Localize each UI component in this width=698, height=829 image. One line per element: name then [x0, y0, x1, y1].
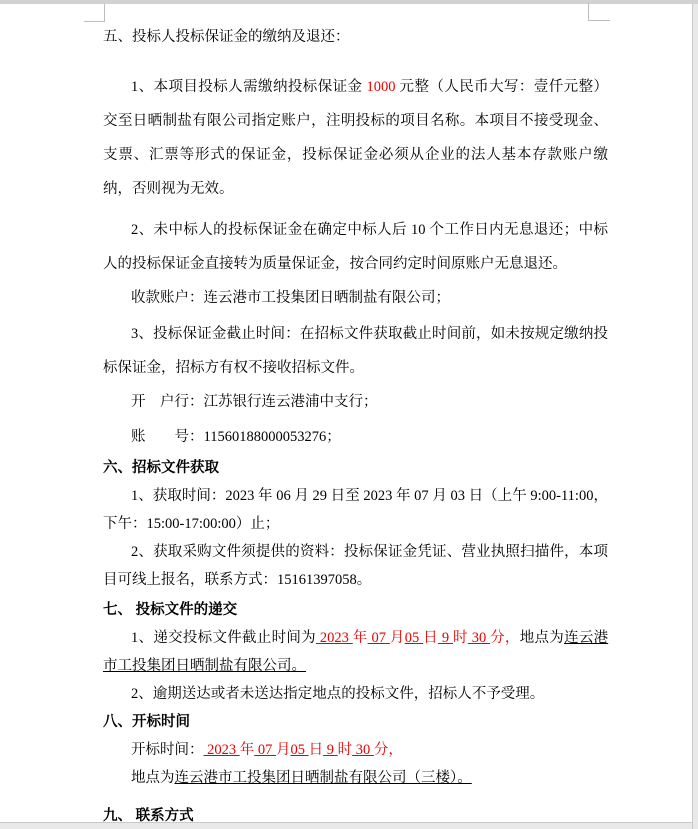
- account-number-line: 账 号：11560188000053276；: [131, 429, 341, 445]
- late-delivery-paragraph: 2、逾期送达或者未送达指定地点的投标文件，招标人不予受理。: [131, 686, 545, 702]
- deadline2-month-num: 07: [254, 742, 276, 758]
- deadline1-hour-unit: 时: [453, 630, 468, 646]
- s7-p1-prefix: 1、递交投标文件截止时间为: [131, 630, 316, 646]
- deadline2-minute-unit: 分: [373, 742, 389, 758]
- deadline1-minute-num: 30: [467, 630, 491, 646]
- section9-title: 九、 联系方式: [103, 808, 194, 824]
- deadline1-year-num: 2023: [315, 630, 353, 646]
- s5-p1-text-a: 1、本项目投标人需缴纳投标保证金: [131, 79, 367, 95]
- payee-account-line: 收款账户：连云港市工投集团日晒制盐有限公司；: [131, 290, 450, 306]
- deadline2-day-num: 05: [290, 742, 309, 758]
- deadline1-day-unit: 日: [423, 630, 438, 646]
- crop-mark-top-left: [84, 4, 105, 22]
- acquisition-materials-paragraph: 2、获取采购文件须提供的资料：投标保证金凭证、营业执照扫描件，本项目可线上报名，联系方式：15161397058。: [103, 544, 608, 588]
- acquisition-time-paragraph: 1、获取时间：2023 年 06 月 29 日至 2023 年 07 月 03 日（上午 9:00-11:00，下午：15:00-17:00:00）止；: [103, 488, 608, 532]
- deadline1-minute-unit: 分: [490, 630, 505, 646]
- deadline2-day-unit: 日: [308, 742, 324, 758]
- deadline2-minute-num: 30: [352, 742, 374, 758]
- bid-opening-date: [204, 742, 403, 758]
- bid-security-amount: 1000: [366, 79, 396, 95]
- crop-mark-top-right: [588, 3, 610, 21]
- deadline2-hour-unit: 时: [337, 742, 353, 758]
- section5-paragraph-2: 2、未中标人的投标保证金在确定中标人后 10 个工作日内无息退还；中标人的投标保证金直接转为质量保证金，按合同约定时间原账户无息退还。: [103, 222, 608, 272]
- submission-deadline-paragraph: [103, 624, 608, 680]
- s8-p2-prefix: 地点为: [131, 770, 175, 786]
- deadline2-hour-num: 9: [323, 742, 338, 758]
- deadline1-year-unit: 年: [352, 630, 368, 646]
- deadline2-year-unit: 年: [239, 742, 255, 758]
- bid-opening-time-line: [103, 736, 608, 764]
- bid-opening-place-line: [103, 764, 608, 792]
- s7-p1-mid: 地点为: [519, 630, 565, 646]
- bank-branch-line: 开 户行：江苏银行连云港浦中支行；: [131, 394, 378, 410]
- section5-paragraph-1: [103, 70, 608, 206]
- section5-title: 五、投标人投标保证金的缴纳及退还：: [103, 29, 350, 45]
- page-right-edge: [692, 4, 698, 829]
- deadline2-month-unit: 月: [276, 742, 291, 758]
- bid-opening-label: 开标时间：: [131, 742, 204, 758]
- submission-deadline-date: [316, 630, 520, 646]
- section8-title: 八、开标时间: [103, 714, 190, 730]
- submission-place-underlined: 连云港市工投集团日晒制盐有限公司。: [103, 630, 609, 674]
- bid-opening-place-underlined: 连云港市工投集团日晒制盐有限公司（三楼）。: [174, 770, 472, 786]
- deadline1-month-num: 07: [367, 630, 390, 646]
- section-bid-security: [103, 20, 608, 454]
- deadline2-year-num: 2023: [203, 742, 240, 758]
- section6-title: 六、招标文件获取: [103, 460, 219, 476]
- section-document-acquisition: [103, 454, 608, 829]
- s5-p1-text-b: 元整（人民币大写：壹仟元整）交至日晒制盐有限公司指定账户，注明投标的项目名称。本项目不接受现金、支票、汇票等形式的保证金，投标保证金必须从企业的法人基本存款账户缴纳，否则视为无效。: [103, 79, 609, 197]
- section5-paragraph-3: 3、投标保证金截止时间：在招标文件获取截止时间前，如未按规定缴纳投标保证金，招标方有权不接收招标文件。: [103, 326, 608, 376]
- deadline1-day-num: 05: [404, 630, 424, 646]
- deadline1-hour-num: 9: [437, 630, 453, 646]
- deadline1-month-unit: 月: [389, 630, 405, 646]
- deadline2-comma: ，: [388, 742, 403, 758]
- deadline1-comma: ，: [504, 630, 520, 646]
- document-body: [103, 20, 608, 829]
- section7-title: 七、 投标文件的递交: [103, 602, 238, 618]
